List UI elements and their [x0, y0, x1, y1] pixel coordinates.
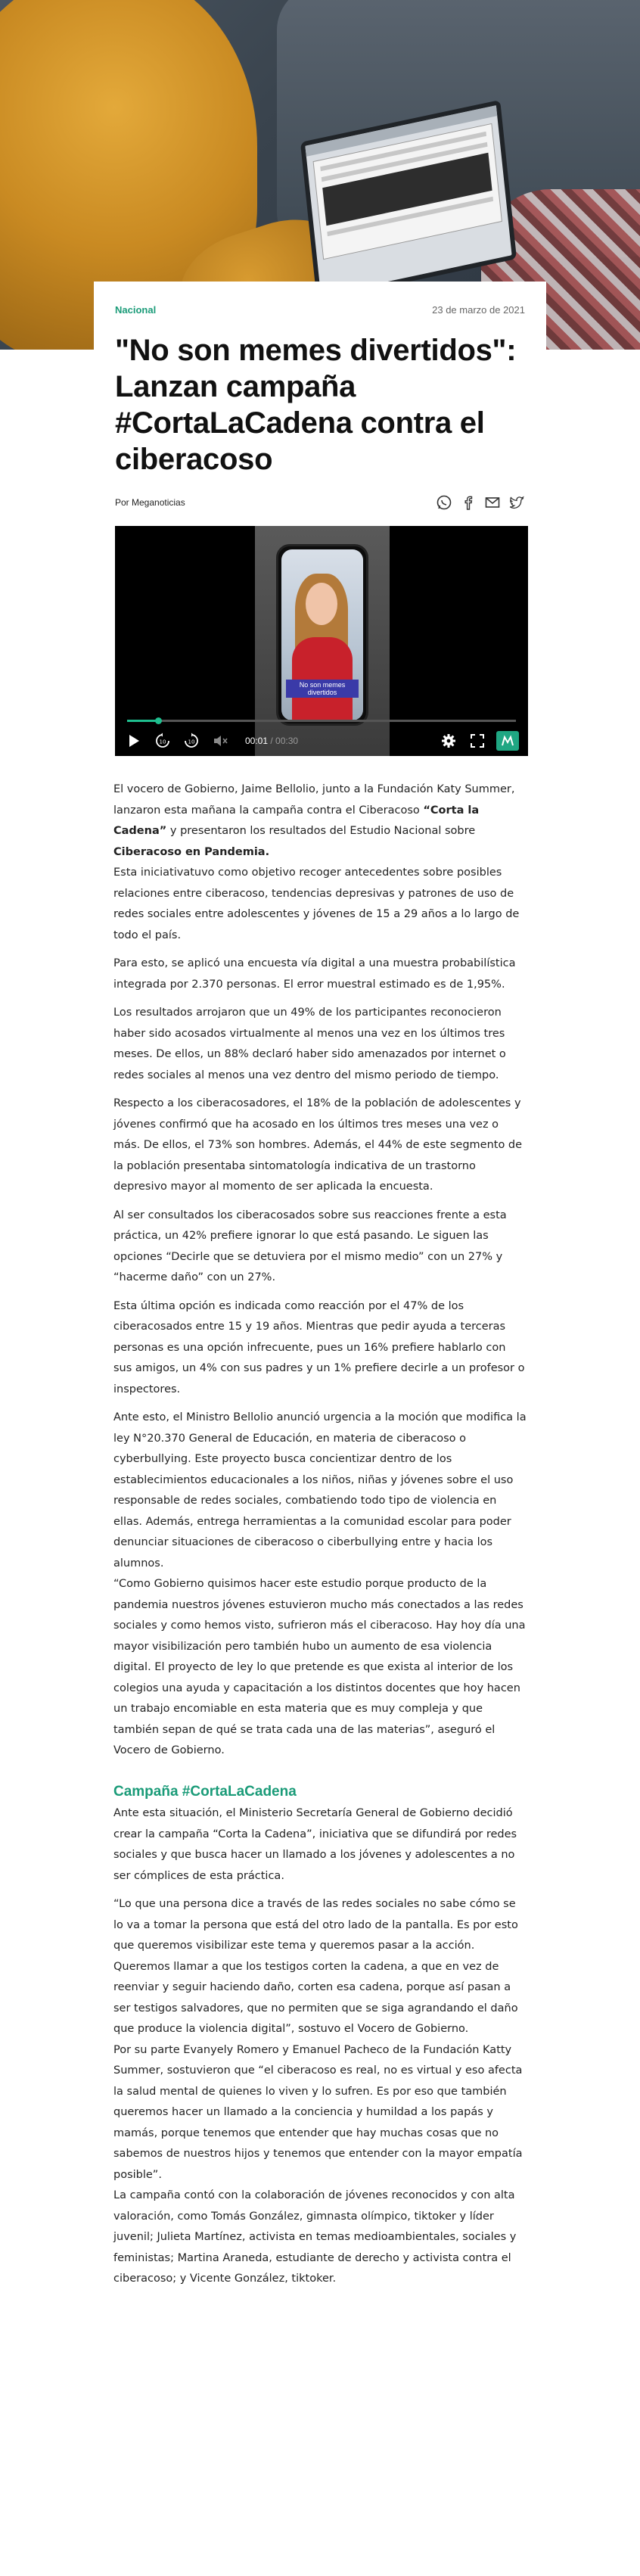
- article-body: [113, 779, 527, 2290]
- paragraph: La campaña contó con la colaboración de jóvenes reconocidos y con alta valoración, como Tomás González, gimnasta olímpico, tiktoker y líder juvenil; Julieta Martínez, activista en temas medioambientales, sociales y feministas; Martina Araneda, estudiante de derecho y activista contra el ciberacoso; y Vicente González, tiktoker.: [113, 2189, 517, 2285]
- video-progress-fill: [127, 720, 157, 722]
- byline-row: [115, 494, 525, 511]
- video-player[interactable]: [115, 526, 528, 756]
- settings-gear-icon[interactable]: [439, 731, 458, 751]
- paragraph: “Como Gobierno quisimos hacer este estudio porque producto de la pandemia nuestros jóvenes estuvieron mucho más conectados a las redes sociales y como hemos visto, sufrieron más el ciberacoso. Hay hoy día una mayor visibilización pero también hubo un aumento de esa violencia digital. El proyecto de ley lo que pretende es que exista al interior de los colegios una ayuda y capacitación a los distintos docentes que hoy hacen un trabajo encomiable en esta materia que es muy compleja y que también sepan de qué se trata cada una de las materias”, aseguró el Vocero de Gobierno.: [113, 1578, 526, 1756]
- article-card: [94, 282, 546, 756]
- paragraph: “Lo que una persona dice a través de las redes sociales no sabe cómo se lo va a tomar la persona que está del otro lado de la pantalla. Es por esto que queremos visibilizar este tema y queremos pasar a la acción. Queremos llamar a que los testigos corten la cadena, a que en vez de reenviar y seguir haciendo daño, corten esa cadena, porque así pasan a ser testigos salvadores, que no permiten que se siga agrandando el daño que produce la violencia digital”, sostuvo el Vocero de Gobierno.: [113, 1898, 518, 2035]
- video-controls: [115, 726, 528, 756]
- player-brand-logo-icon[interactable]: [496, 731, 519, 751]
- share-bar: [436, 494, 525, 511]
- video-frame-phone: [276, 544, 368, 726]
- paragraph: Para esto, se aplicó una encuesta vía digital a una muestra probabilística integrada por 2.370 personas. El error muestral estimado es de 1,95%.: [113, 957, 516, 991]
- video-caption: No son memes divertidos: [286, 680, 359, 698]
- article-title: "No son memes divertidos": Lanzan campaña #CortaLaCadena contra el ciberacoso: [115, 334, 517, 476]
- svg-text:10: 10: [159, 739, 166, 745]
- rewind-10-icon[interactable]: [153, 731, 172, 751]
- play-icon[interactable]: [124, 731, 144, 751]
- facebook-icon[interactable]: [460, 494, 477, 511]
- mute-icon[interactable]: [210, 731, 230, 751]
- paragraph: Esta última opción es indicada como reacción por el 47% de los ciberacosados entre 15 y 19 años. Mientras que pedir ayuda a terceras personas es una opción infrecuente, pues un 16% prefiere hablarlo con sus amigos, un 4% con sus padres y un 1% prefiere decirle a un profesor o inspectores.: [113, 1299, 525, 1395]
- fullscreen-icon[interactable]: [468, 731, 487, 751]
- video-progress-knob[interactable]: [155, 717, 162, 724]
- video-time: [245, 736, 298, 746]
- paragraph: Esta iniciativatuvo como objetivo recoger antecedentes sobre posibles relaciones entre ciberacoso, tendencias depresivas y patrones de uso de redes sociales entre adolescentes y jóvenes de 15 a 29 años a lo largo de todo el país.: [113, 866, 520, 941]
- paragraph: Los resultados arrojaron que un 49% de los participantes reconocieron haber sido acosados virtualmente al menos una vez en los últimos tres meses. De ellos, un 88% declaró haber sido amenazados por internet o redes sociales al menos una vez dentro del mismo periodo de tiempo.: [113, 1006, 506, 1081]
- article-meta: [115, 304, 525, 316]
- publish-date: 23 de marzo de 2021: [432, 304, 525, 316]
- paragraph: Por su parte Evanyely Romero y Emanuel Pacheco de la Fundación Katty Summer, sostuvieron que “el ciberacoso es real, no es virtual y eso afecta la salud mental de quienes lo viven y lo sufren. Es por eso que también queremos hacer un llamado a la conciencia y humildad a los papás y mamás, porque tenemos que entender que hay muchas cosas que no sabemos de nuestros hijos y tenemos que entender con la mayor empatía posible”.: [113, 2043, 523, 2181]
- byline: Por Meganoticias: [115, 497, 185, 508]
- section-subheading: Campaña #CortaLaCadena: [113, 1783, 297, 1800]
- video-duration: 00:30: [275, 736, 299, 746]
- paragraph: Ante esta situación, el Ministerio Secretaría General de Gobierno decidió crear la campaña “Corta la Cadena”, iniciativa que se difundirá por redes sociales y que busca hacer un llamado a los jóvenes y adolescentes a no ser cómplices de esta práctica.: [113, 1807, 517, 1882]
- video-progress-bar[interactable]: [127, 720, 516, 722]
- forward-10-icon[interactable]: [182, 731, 201, 751]
- paragraph: Respecto a los ciberacosadores, el 18% de la población de adolescentes y jóvenes confirmó que ha acosado en los últimos tres meses una vez o más. De ellos, el 73% son hombres. Además, el 44% de este segmento de la población presentaba sintomatología indicativa de un trastorno depresivo mayor al momento de ser aplicada la encuesta.: [113, 1097, 523, 1193]
- svg-text:10: 10: [188, 739, 195, 745]
- twitter-icon[interactable]: [508, 494, 525, 511]
- video-current-time: 00:01: [245, 736, 269, 746]
- paragraph: Al ser consultados los ciberacosados sobre sus reacciones frente a esta práctica, un 42% prefiere ignorar lo que está pasando. Le siguen las opciones “Decirle que se detuviera por el mismo medio” con un 27% y “hacerme daño” con un 27%.: [113, 1209, 507, 1283]
- whatsapp-icon[interactable]: [436, 494, 452, 511]
- paragraph: El vocero de Gobierno, Jaime Bellolio, junto a la Fundación Katy Summer, lanzaron esta mañana la campaña contra el Ciberacoso “Corta la Cadena” y presentaron los resultados del Estudio Nacional sobre Ciberacoso en Pandemia.: [113, 783, 515, 858]
- section-link[interactable]: Nacional: [115, 304, 157, 316]
- paragraph: Ante esto, el Ministro Bellolio anunció urgencia a la moción que modifica la ley N°20.370 General de Educación, en materia de ciberacoso o cyberbullying. Este proyecto busca concientizar dentro de los establecimientos educacionales a los niños, niñas y jóvenes sobre el uso responsable de redes sociales, combatiendo todo tipo de violencia en ellas. Además, entrega herramientas a la comunidad escolar para poder denunciar situaciones de ciberacoso o ciberbullying entre y hacia los alumnos.: [113, 1411, 527, 1570]
- email-icon[interactable]: [484, 494, 501, 511]
- video-time-separator: /: [270, 736, 276, 746]
